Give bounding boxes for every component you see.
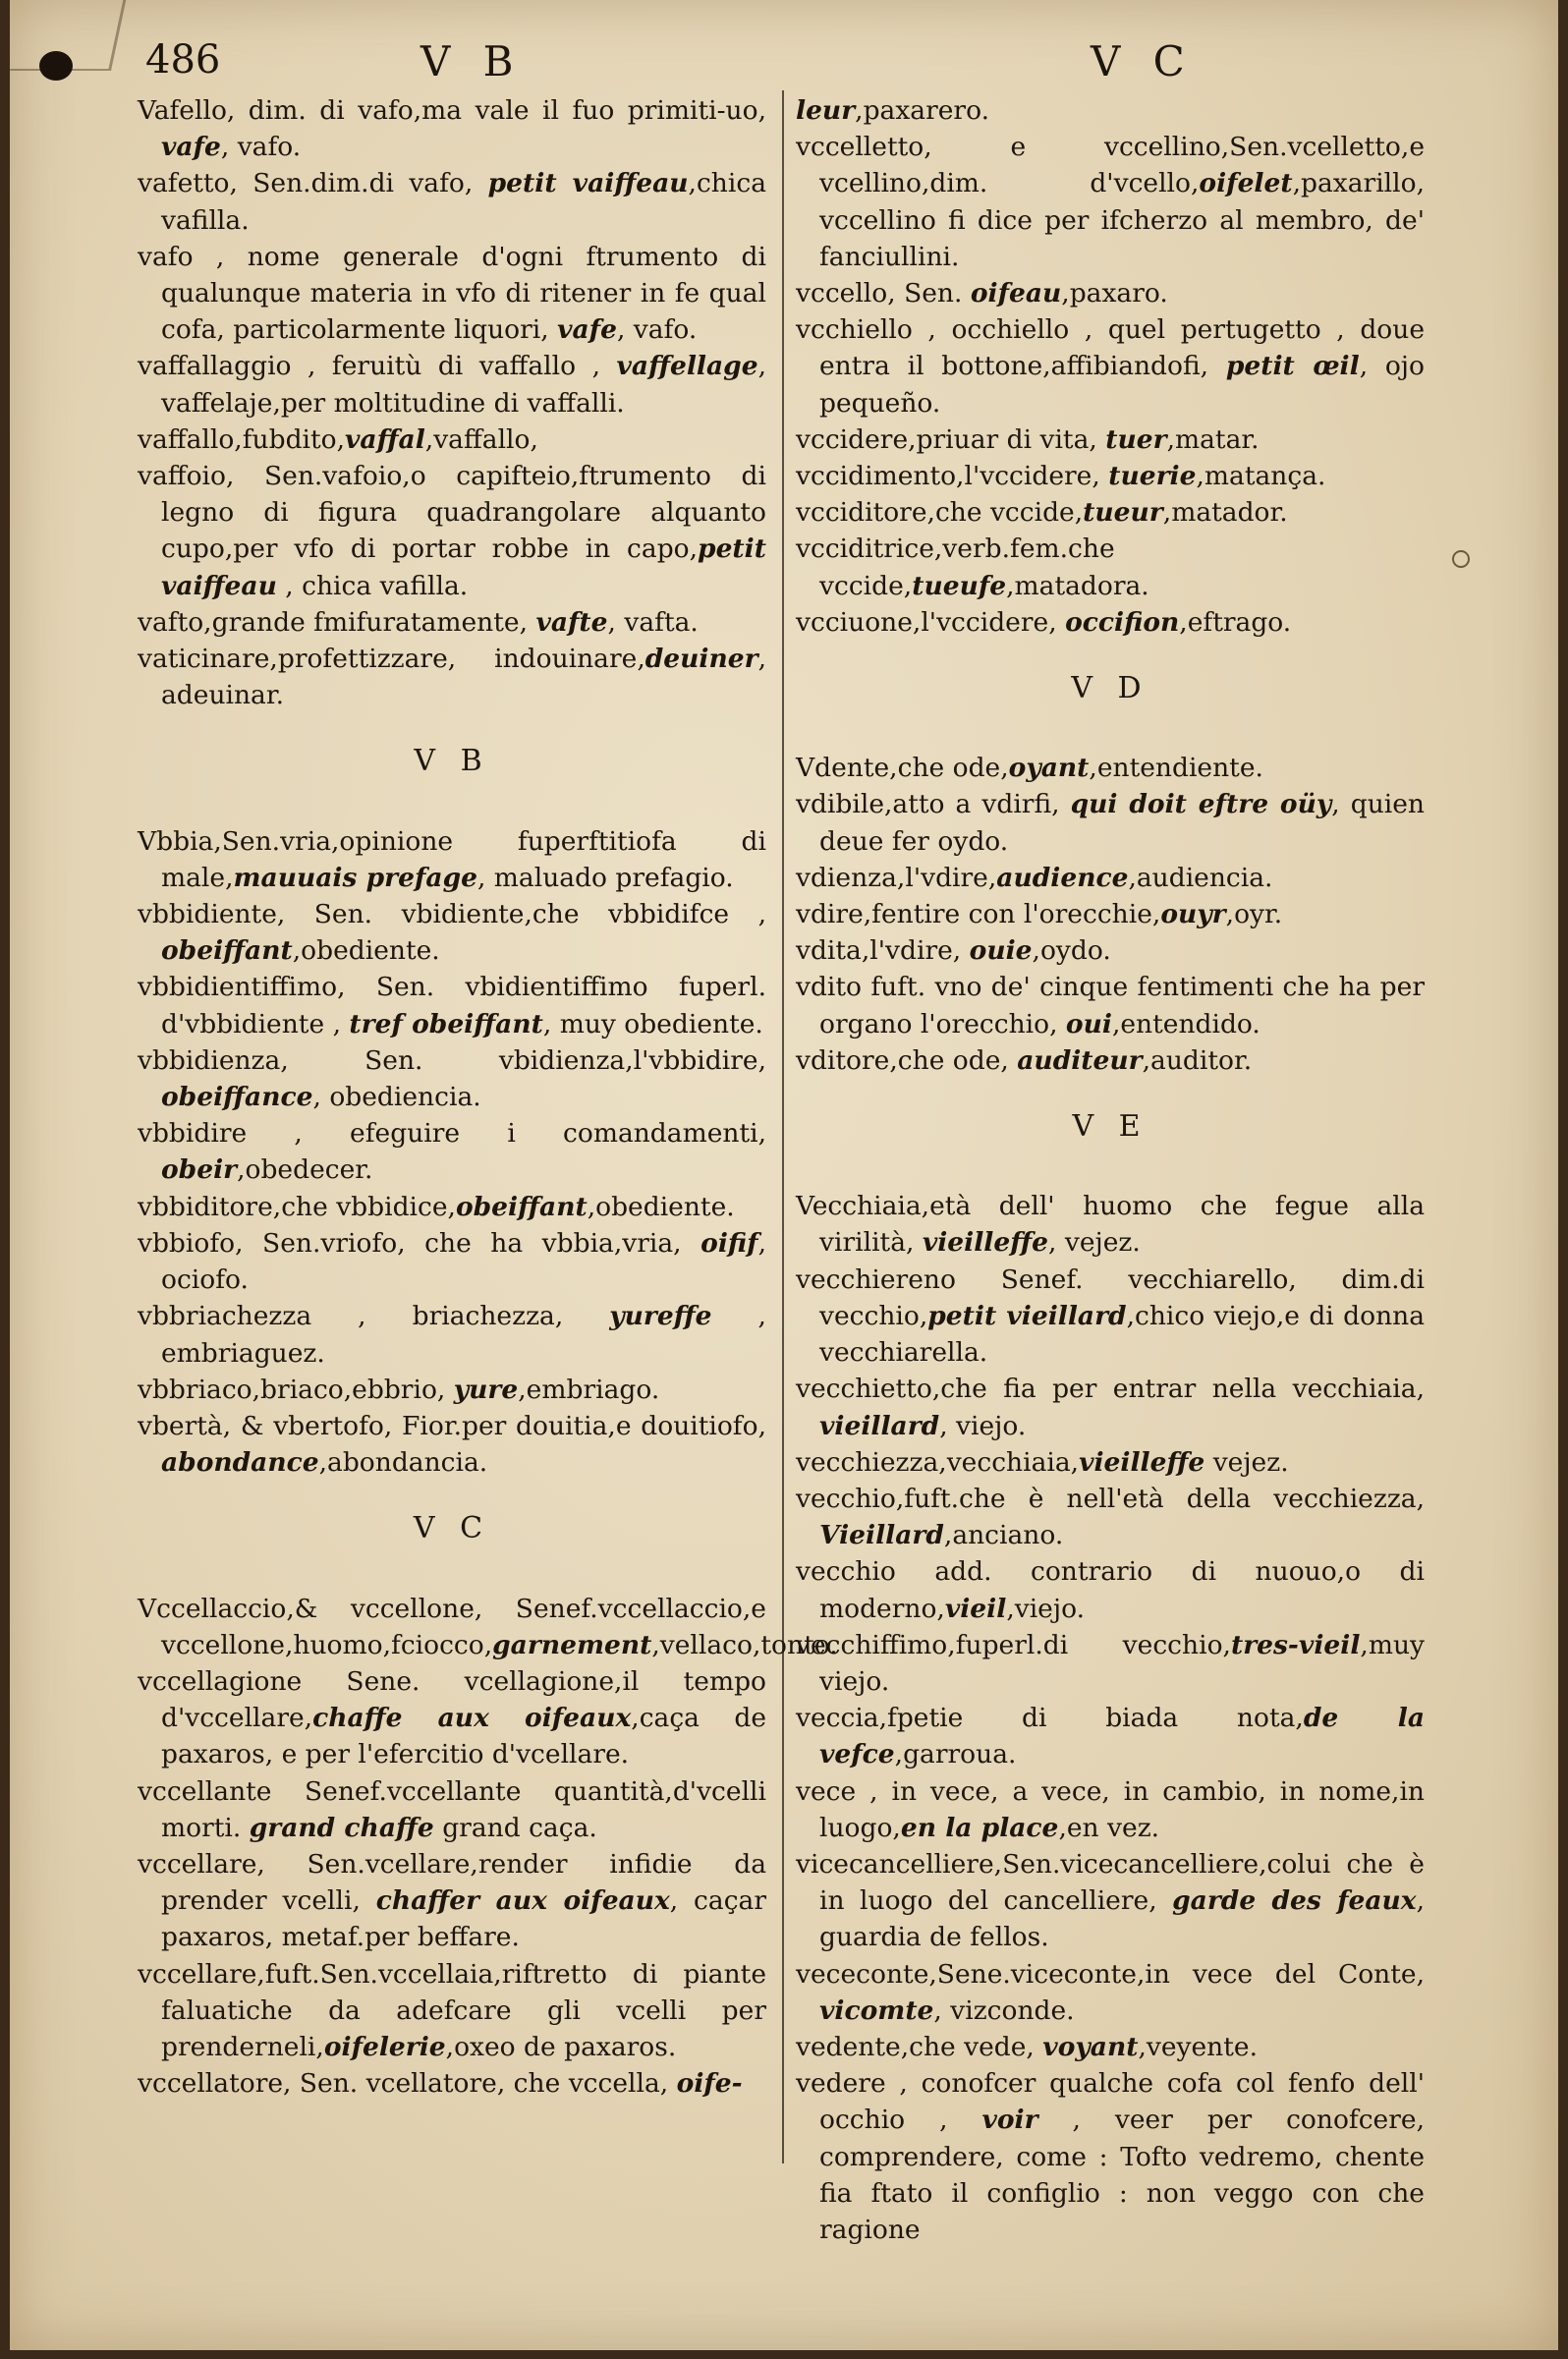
entry-text: ,chica vafilla. (161, 168, 766, 236)
french-equivalent: occifion (1065, 606, 1180, 638)
french-equivalent: vieil (944, 1593, 1007, 1624)
dictionary-entry (796, 494, 1425, 531)
entry-text: vbbidienza, Sen. vbidienza,l'vbbidire, (138, 1044, 766, 1076)
section-heading: V D (1071, 671, 1149, 706)
entry-text: ,oydo. (1032, 935, 1111, 967)
column-divider (782, 90, 784, 2163)
entry-text: vccidere,priuar di vita, (796, 423, 1106, 455)
french-equivalent: tuerie (1108, 461, 1197, 492)
french-equivalent: oifif (700, 1227, 758, 1259)
french-equivalent: voir (981, 2105, 1038, 2136)
dictionary-entry (796, 458, 1425, 494)
dictionary-entry (138, 1225, 766, 1298)
french-equivalent: oifelerie (323, 2031, 446, 2062)
entry-text: vecchiffimo,fuperl.di vecchio, (796, 1629, 1231, 1660)
entry-text: vccelletto, e vccellino,Sen.vcelletto,e vcellino,dim. d'vcello, (796, 132, 1425, 199)
entry-text: , adeuinar. (161, 644, 766, 711)
french-equivalent: vieilleffe (1079, 1446, 1205, 1478)
section-heading: V B (414, 744, 490, 779)
entry-text: ,muy viejo. (819, 1629, 1425, 1697)
ink-blot (39, 51, 73, 81)
entry-text: , vaffelaje,per moltitudine di vaffalli. (161, 351, 766, 419)
entry-text: vbbriaco,briaco,ebbrio, (138, 1374, 454, 1405)
dictionary-entry (138, 348, 766, 421)
dictionary-entry (138, 896, 766, 969)
entry-text: grand caça. (433, 1812, 597, 1843)
dictionary-entry (796, 1042, 1425, 1079)
entry-text: vccidimento,l'vccidere, (796, 461, 1109, 492)
dictionary-entry (796, 1262, 1425, 1372)
entry-text: , vafo. (220, 132, 302, 163)
french-equivalent: Vieillard (819, 1520, 944, 1551)
dictionary-entry (796, 786, 1425, 859)
french-equivalent: tueufe (912, 570, 1007, 601)
french-equivalent: petit vaiffeau (487, 168, 689, 199)
dictionary-entry (138, 458, 766, 604)
dictionary-entry (796, 604, 1425, 641)
dictionary-entry (138, 1956, 766, 2066)
french-equivalent: voyant (1042, 2031, 1139, 2062)
entry-text: ,caça de paxaros, e per l'efercitio d'vcellare. (161, 1703, 766, 1770)
french-equivalent: oui (1065, 1008, 1112, 1039)
dictionary-entry (138, 1846, 766, 1956)
dictionary-entry (796, 896, 1425, 932)
entry-text: , vafo. (616, 314, 698, 346)
french-equivalent: audience (996, 862, 1129, 893)
french-equivalent: chaffer aux oifeaux (375, 1885, 670, 1917)
entry-text: Vbbia,Sen.vria,opinione fuperftitiofa di male, (138, 825, 766, 893)
entry-text: vejez. (1204, 1446, 1289, 1478)
dictionary-entry (796, 2029, 1425, 2065)
entry-text: veccia,fpetie di biada nota, (796, 1703, 1304, 1734)
entry-text: vccellare,fuft.Sen.vccellaia,riftretto di piante faluatiche da adefcare gli vcelli per prenderneli, (138, 1958, 766, 2062)
entry-text: vbbiditore,che vbbidice, (138, 1191, 456, 1222)
french-equivalent: tuer (1105, 423, 1167, 455)
french-equivalent: tueur (1083, 497, 1163, 529)
entry-text: ,garroua. (894, 1739, 1017, 1770)
dictionary-entry (796, 1846, 1425, 1956)
entry-text: vbertà, & vbertofo, Fior.per douitia,e douitiofo, (138, 1410, 766, 1441)
french-equivalent: mauuais prefage (233, 862, 477, 893)
entry-text: , obediencia. (312, 1082, 481, 1113)
entry-text: vaffallo,fubdito, (138, 423, 346, 455)
french-equivalent: qui doit eftre oüy (1070, 789, 1332, 820)
entry-text: ,viejo. (1006, 1593, 1085, 1624)
entry-text: vcciditore,che vccide, (796, 497, 1084, 529)
french-equivalent: vafte (535, 606, 608, 638)
margin-mark (1452, 550, 1470, 568)
dictionary-entry (796, 1444, 1425, 1481)
dictionary-entry (796, 311, 1425, 421)
french-equivalent: vaffellage (616, 351, 758, 382)
french-equivalent: ouyr (1160, 899, 1226, 930)
entry-text: , veer per conofcere, comprendere, come : Tofto vedremo, chente fia ftato il configlio : non veggo con che ragione (819, 2105, 1426, 2245)
entry-text: , muy obediente. (542, 1008, 763, 1039)
entry-text: vdire,fentire con l'orecchie, (796, 899, 1161, 930)
dictionary-entry (138, 1298, 766, 1371)
french-equivalent: oifelet (1199, 168, 1293, 199)
french-equivalent: vaffal (345, 423, 425, 455)
entry-text: vccello, Sen. (796, 278, 971, 309)
dictionary-entry (796, 421, 1425, 458)
dictionary-entry (796, 1956, 1425, 2029)
entry-text: vafto,grande fmifuratamente, (138, 606, 536, 638)
dictionary-entry (796, 932, 1425, 969)
entry-text: vdita,l'vdire, (796, 935, 970, 967)
entry-text: , quien deue fer oydo. (819, 789, 1426, 857)
french-equivalent: tref obeiffant (349, 1008, 543, 1039)
entry-text: ,chico viejo,e di donna vecchiarella. (819, 1300, 1425, 1369)
entry-text: , ociofo. (161, 1227, 766, 1296)
french-equivalent: garnement (492, 1629, 652, 1660)
french-equivalent: leur (796, 95, 856, 126)
entry-text: , embriaguez. (161, 1301, 766, 1369)
entry-text: vece , in vece, a vece, in cambio, in nome,in luogo, (796, 1775, 1425, 1843)
dictionary-entry (796, 1773, 1425, 1846)
dictionary-page (10, 0, 1558, 2350)
entry-text: ,audiencia. (1128, 862, 1273, 893)
section-heading: V C (413, 1511, 491, 1546)
entry-text: ,vellaco,tonto. (651, 1629, 838, 1660)
entry-text: vedente,che vede, (796, 2031, 1043, 2062)
french-equivalent: obeiffant (161, 935, 293, 967)
dictionary-entry (796, 1700, 1425, 1772)
dictionary-entry (138, 823, 766, 896)
french-equivalent: obeiffance (161, 1082, 313, 1113)
entry-text: vaffoio, Sen.vafoio,o capifteio,ftrumento di legno di figura quadrangolare alquanto cupo,per vfo di portar robbe in capo, (138, 461, 766, 565)
french-equivalent: petit vaiffeau (161, 534, 766, 601)
french-equivalent: oife- (676, 2068, 743, 2100)
french-equivalent: abondance (161, 1447, 319, 1479)
entry-text: vaffallaggio , feruitù di vaffallo , (138, 351, 617, 382)
dictionary-entry (796, 1627, 1425, 1700)
dictionary-entry (796, 1553, 1425, 1626)
dictionary-entry (138, 239, 766, 349)
entry-text: , vafta. (607, 606, 699, 638)
entry-text: Vccellaccio,& vccellone, Senef.vccellaccio,e vccellone,huomo,fciocco, (138, 1593, 766, 1660)
dictionary-entry (796, 275, 1425, 311)
french-equivalent: vieilleffe (922, 1227, 1049, 1259)
entry-text: vccellare, Sen.vcellare,render infidie da prender vcelli, (138, 1848, 766, 1917)
entry-text: ,paxaro. (1061, 278, 1168, 309)
french-equivalent: en la place (900, 1812, 1059, 1843)
dictionary-entry (138, 1408, 766, 1481)
french-equivalent: yureffe (609, 1301, 712, 1332)
french-equivalent: vafe (557, 314, 617, 346)
entry-text: ,obediente. (587, 1191, 735, 1222)
entry-text: vecchiezza,vecchiaia, (796, 1446, 1080, 1478)
french-equivalent: vafe (161, 132, 221, 163)
dictionary-entry (138, 604, 766, 641)
french-equivalent: petit œil (1225, 351, 1360, 382)
entry-text: vecchio add. contrario di nuouo,o di moderno, (796, 1556, 1425, 1624)
entry-text: ,vaffallo, (424, 423, 538, 455)
entry-text: ,anciano. (943, 1520, 1064, 1551)
entry-text: vafetto, Sen.dim.di vafo, (138, 168, 488, 199)
french-equivalent: vicomte (819, 1994, 934, 2026)
dictionary-entry (138, 1042, 766, 1115)
entry-text: ,entendiente. (1089, 753, 1263, 784)
entry-text: , guardia de fellos. (819, 1885, 1426, 1953)
entry-text: vcchiello , occhiello , quel pertugetto , doue entra il bottone,affibiandofi, (796, 314, 1425, 382)
entry-text: ,embriago. (518, 1374, 660, 1405)
dictionary-entry (138, 1115, 766, 1188)
french-equivalent: ouie (969, 935, 1033, 967)
entry-text: ,paxarero. (855, 95, 990, 126)
entry-text: vccellagione Sene. vcellagione,il tempo d'vccellare, (138, 1665, 766, 1734)
entry-text: vecchio,fuft.che è nell'età della vecchiezza, (796, 1483, 1425, 1514)
french-equivalent: chaffe aux oifeaux (312, 1703, 632, 1734)
entry-text: , vizconde. (933, 1994, 1075, 2026)
entry-text: ,obediente. (292, 935, 440, 967)
entry-text: ,en vez. (1058, 1812, 1160, 1843)
entry-text: ,paxarillo, vccellino fi dice per ifcherzo al membro, de' fanciullini. (819, 168, 1425, 272)
entry-text: ,oyr. (1225, 899, 1283, 930)
dictionary-entry (138, 2065, 766, 2102)
entry-text: ,matador. (1162, 497, 1288, 529)
french-equivalent: oifeau (970, 278, 1062, 309)
entry-text: vdibile,atto a vdirfi, (796, 789, 1071, 820)
french-equivalent: grand chaffe (249, 1812, 434, 1843)
entry-text: vecchietto,che fia per entrar nella vecchiaia, (796, 1374, 1425, 1405)
entry-text: vecchiereno Senef. vecchiarello, dim.di vecchio, (796, 1264, 1425, 1331)
dictionary-entry (796, 969, 1425, 1041)
entry-text: vedere , conofcer qualche cofa col fenfo dell' occhio , (796, 2068, 1425, 2136)
entry-text: vbbidiente, Sen. vbidiente,che vbbidifce , (138, 899, 766, 930)
entry-text: , vejez. (1048, 1227, 1141, 1259)
entry-text: vditore,che ode, (796, 1044, 1018, 1076)
dictionary-entry (796, 1188, 1425, 1261)
french-equivalent: petit vieillard (927, 1300, 1127, 1331)
french-equivalent: de la vefce (819, 1703, 1425, 1770)
dictionary-entry (796, 92, 1425, 129)
french-equivalent: yure (453, 1374, 519, 1405)
entry-text: ,matadora. (1006, 570, 1149, 601)
entry-text: ,auditor. (1142, 1044, 1253, 1076)
french-equivalent: garde des feaux (1172, 1885, 1417, 1917)
entry-text: Vdente,che ode, (796, 753, 1009, 784)
page-number: 486 (145, 37, 221, 83)
dictionary-entry (138, 969, 766, 1041)
entry-text: vbbidire , efeguire i comandamenti, (138, 1118, 766, 1150)
french-equivalent: tres-vieil (1230, 1629, 1361, 1660)
dictionary-entry (138, 165, 766, 238)
dictionary-entry (796, 2065, 1425, 2248)
entry-text: , viejo. (939, 1410, 1027, 1441)
section-heading: V E (1072, 1109, 1148, 1145)
dictionary-entry (138, 421, 766, 458)
dictionary-entry (138, 1591, 838, 1663)
entry-text: vccellatore, Sen. vcellatore, che vccella, (138, 2068, 677, 2100)
dictionary-entry (796, 531, 1425, 603)
dictionary-entry (138, 1663, 766, 1773)
dictionary-entry (796, 1481, 1425, 1553)
entry-text: ,entendido. (1111, 1008, 1260, 1039)
entry-text: , maluado prefagio. (476, 862, 734, 893)
dictionary-entry (138, 92, 766, 165)
dictionary-entry (138, 1189, 766, 1225)
french-equivalent: deuiner (644, 644, 758, 675)
entry-text: ,oxeo de paxaros. (445, 2031, 677, 2062)
french-equivalent: oyant (1008, 753, 1090, 784)
running-header-right: V C (1091, 37, 1195, 85)
dictionary-entry (138, 1372, 766, 1408)
dictionary-entry (796, 1371, 1425, 1443)
entry-text: vbbiofo, Sen.vriofo, che ha vbbia,vria, (138, 1227, 701, 1259)
french-equivalent: auditeur (1017, 1044, 1143, 1076)
entry-text: Vecchiaia,età dell' huomo che fegue alla virilità, (796, 1191, 1425, 1259)
entry-text: ,matança. (1196, 461, 1326, 492)
french-equivalent: obeir (161, 1154, 238, 1186)
right-column (796, 92, 1425, 2248)
entry-text: vdito fuft. vno de' cinque fentimenti che ha per organo l'orecchio, (796, 972, 1425, 1039)
entry-text: vaticinare,profettizzare, indouinare, (138, 644, 645, 675)
dictionary-entry (796, 860, 1425, 896)
entry-text: , ojo pequeño. (819, 351, 1425, 419)
entry-text: vececonte,Sene.viceconte,in vece del Conte, (796, 1958, 1425, 1990)
entry-text: ,veyente. (1138, 2031, 1259, 2062)
entry-text: vicecancelliere,Sen.vicecancelliere,colui che è in luogo del cancelliere, (796, 1848, 1425, 1917)
entry-text: , caçar paxaros, metaf.per beffare. (161, 1885, 767, 1953)
entry-text: vcciuone,l'vccidere, (796, 606, 1066, 638)
dictionary-entry (138, 641, 766, 713)
entry-text: ,eftrago. (1179, 606, 1292, 638)
dictionary-entry (796, 750, 1425, 786)
entry-text: vbbidientiffimo, Sen. vbidientiffimo fuperl. d'vbbidiente , (138, 972, 766, 1039)
entry-text: ,abondancia. (318, 1447, 488, 1479)
french-equivalent: vieillard (819, 1410, 940, 1441)
entry-text: vafo , nome generale d'ogni ftrumento di qualunque materia in vfo di ritener in fe qual cofa, particolarmente liquori, (138, 241, 766, 346)
entry-text: ,obedecer. (237, 1154, 373, 1186)
entry-text: Vafello, dim. di vafo,ma vale il fuo primiti-uo, (138, 95, 766, 126)
entry-text: , chica vafilla. (276, 570, 469, 601)
entry-text: vcciditrice,verb.fem.che vccide, (796, 534, 1115, 601)
dictionary-entry (138, 1773, 766, 1846)
entry-text: vccellante Senef.vccellante quantità,d'vcelli morti. (138, 1775, 766, 1843)
running-header-left: V B (420, 37, 524, 85)
french-equivalent: obeiffant (455, 1191, 588, 1222)
entry-text: ,matar. (1166, 423, 1260, 455)
entry-text: vbbriachezza , briachezza, (138, 1301, 610, 1332)
entry-text: vdienza,l'vdire, (796, 862, 997, 893)
dictionary-entry (796, 129, 1425, 275)
